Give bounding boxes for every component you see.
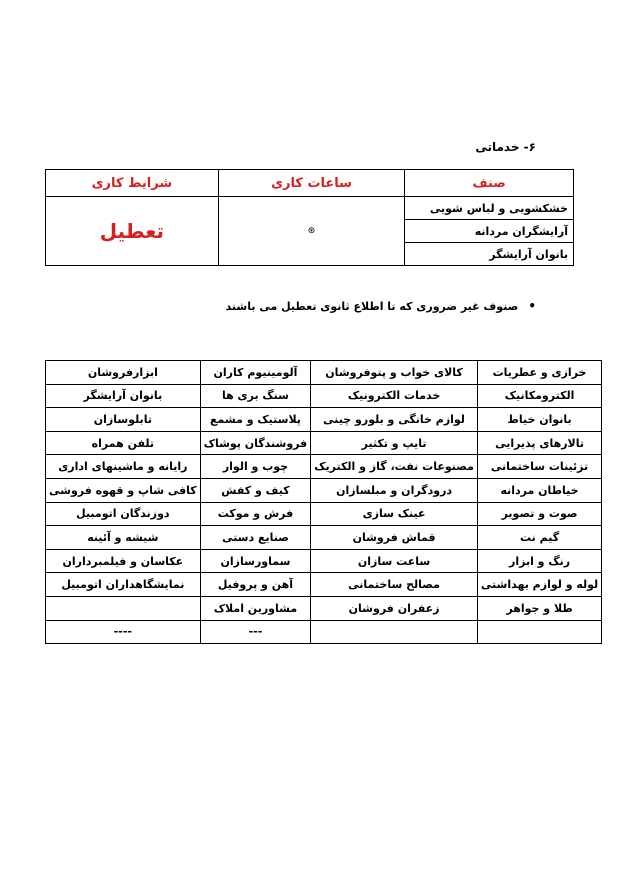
table-row (46, 431, 602, 455)
header-working-hours: ساعات کاری (218, 170, 405, 197)
table-cell: خدمات الکترونیک (311, 384, 478, 408)
table-row (46, 408, 602, 432)
table-cell: خیاطان مردانه (477, 478, 601, 502)
table-cell (477, 620, 601, 644)
table-cell: تایپ و تکثیر (311, 431, 478, 455)
header-trade: صنف (405, 170, 574, 197)
table-cell: مصالح ساختمانی (311, 573, 478, 597)
table-cell: لوله و لوازم بهداشتی (477, 573, 601, 597)
table-cell: مصنوعات نفت، گاز و الکتریک (311, 455, 478, 479)
table-row (46, 526, 602, 550)
table-cell (311, 620, 478, 644)
working-hours-cell: ⊛ (218, 197, 405, 266)
table-cell: سماورسازان (200, 549, 311, 573)
trade-cell: بانوان آرایشگر (405, 243, 574, 266)
table-cell: شیشه و آئینه (46, 526, 201, 550)
table-cell: تابلوسازان (46, 408, 201, 432)
table-cell: گیم نت (477, 526, 601, 550)
table-cell: کافی شاپ و قهوه فروشی (46, 478, 201, 502)
table-row (46, 620, 602, 644)
section-title: ۶- خدماتی (475, 140, 536, 154)
table-row (46, 502, 602, 526)
table-cell: الکترومکانیک (477, 384, 601, 408)
closed-trades-body (46, 361, 602, 644)
table-cell: کیف و کفش (200, 478, 311, 502)
table-cell: تلفن همراه (46, 431, 201, 455)
table-cell: ساعت سازان (311, 549, 478, 573)
table-cell: رایانه و ماشینهای اداری (46, 455, 201, 479)
table-row (46, 455, 602, 479)
table-row (46, 197, 574, 220)
table-cell: صوت و تصویر (477, 502, 601, 526)
trade-cell: آرایشگران مردانه (405, 220, 574, 243)
table-cell: دوزندگان اتومبیل (46, 502, 201, 526)
bullet-icon: • (528, 299, 536, 313)
table-cell (46, 596, 201, 620)
table-cell: عکاسان و فیلمبرداران (46, 549, 201, 573)
table-cell: خرازی و عطریات (477, 361, 601, 385)
table-cell: عینک سازی (311, 502, 478, 526)
table-cell: سنگ بری ها (200, 384, 311, 408)
table-cell: پلاستیک و مشمع (200, 408, 311, 432)
table-cell: طلا و جواهر (477, 596, 601, 620)
closed-trades-table (45, 360, 602, 644)
table-row (46, 361, 602, 385)
header-working-conditions: شرایط کاری (46, 170, 219, 197)
table-row (46, 596, 602, 620)
table-header-row (46, 170, 574, 197)
table-cell: بانوان خیاط (477, 408, 601, 432)
table-cell: کالای خواب و پتوفروشان (311, 361, 478, 385)
table-row (46, 549, 602, 573)
table-cell: زعفران فروشان (311, 596, 478, 620)
working-condition-cell: تعطیل (46, 197, 219, 266)
table-cell: تزئینات ساختمانی (477, 455, 601, 479)
table-cell: رنگ و ابزار (477, 549, 601, 573)
table-cell: ---- (46, 620, 201, 644)
trade-cell: خشکشویی و لباس شویی (405, 197, 574, 220)
table-cell: لوازم خانگی و بلورو چینی (311, 408, 478, 432)
table-cell: بانوان آرایشگر (46, 384, 201, 408)
table-row (46, 573, 602, 597)
table-cell: آلومینیوم کاران (200, 361, 311, 385)
table-cell: چوب و الوار (200, 455, 311, 479)
table-row (46, 478, 602, 502)
table-cell: --- (200, 620, 311, 644)
table-cell: درودگران و مبلسازان (311, 478, 478, 502)
table-cell: قماش فروشان (311, 526, 478, 550)
table-cell: نمایشگاهداران اتومبیل (46, 573, 201, 597)
note-text: صنوف غیر ضروری که تا اطلاع ثانوی تعطیل می باشند (225, 300, 519, 313)
table-cell: تالارهای پذیرایی (477, 431, 601, 455)
working-conditions-table (45, 169, 574, 266)
table-cell: آهن و پروفیل (200, 573, 311, 597)
table-cell: فرش و موکت (200, 502, 311, 526)
table-cell: ابزارفروشان (46, 361, 201, 385)
table-cell: فروشندگان پوشاک (200, 431, 311, 455)
table-cell: مشاورین املاک (200, 596, 311, 620)
closed-trades-note (226, 299, 536, 313)
table-row (46, 384, 602, 408)
table-cell: صنایع دستی (200, 526, 311, 550)
